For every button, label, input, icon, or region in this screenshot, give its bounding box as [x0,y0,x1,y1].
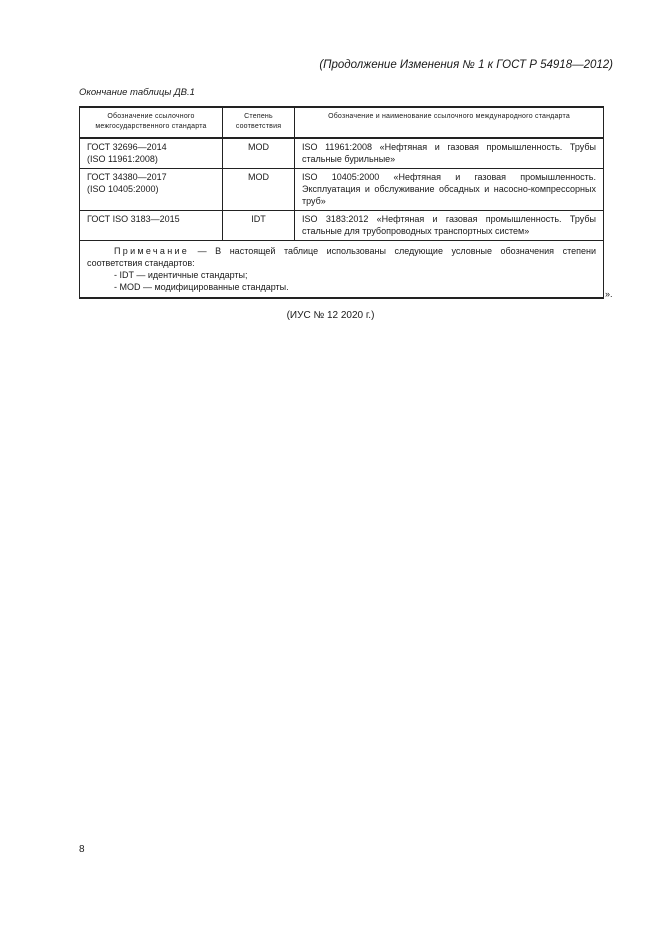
gost-designation: ГОСТ ISO 3183—2015 [87,214,180,224]
degree-cell: MOD [223,169,295,211]
table-row [80,211,604,241]
page-number: 8 [79,844,85,855]
table-header-row [80,107,604,138]
note-text: — В настоящей таблице использованы следующие условные обозначения степени соответствия стандартов: [87,246,596,268]
column-header-gost: Обозначение ссылочного межгосударственного стандарта [80,107,223,138]
table-row [80,138,604,169]
gost-cell [80,211,223,241]
table-row [80,169,604,211]
gost-cell [80,138,223,169]
degree-cell: IDT [223,211,295,241]
gost-iso-equivalent: (ISO 10405:2000) [87,184,159,194]
closing-quote: ». [605,289,613,299]
iso-cell: ISO 11961:2008 «Нефтяная и газовая промышленность. Трубы стальные бурильные» [295,138,604,169]
iso-cell: ISO 3183:2012 «Нефтяная и газовая промышленность. Трубы стальные для трубопроводных транспортных систем» [295,211,604,241]
column-header-degree: Степень соответствия [223,107,295,138]
note-label: Примечание [114,246,190,256]
continuation-header: (Продолжение Изменения № 1 к ГОСТ Р 54918—2012) [319,59,613,71]
table-note [80,241,604,299]
iso-cell: ISO 10405:2000 «Нефтяная и газовая промышленность. Эксплуатация и обслуживание обсадных и насосно-компрессорных труб» [295,169,604,211]
gost-designation: ГОСТ 32696—2014 [87,142,167,152]
gost-designation: ГОСТ 34380—2017 [87,172,167,182]
gost-cell [80,169,223,211]
note-item-idt: - IDT — идентичные стандарты; [114,270,248,280]
note-intro [87,245,596,269]
degree-cell: MOD [223,138,295,169]
note-item-mod: - MOD — модифицированные стандарты. [114,282,289,292]
gost-iso-equivalent: (ISO 11961:2008) [87,154,158,164]
ius-reference: (ИУС № 12 2020 г.) [286,310,375,321]
reference-standards-table [79,106,604,299]
table-note-row [80,241,604,299]
column-header-iso: Обозначение и наименование ссылочного международного стандарта [295,107,604,138]
table-caption: Окончание таблицы ДВ.1 [79,87,195,98]
